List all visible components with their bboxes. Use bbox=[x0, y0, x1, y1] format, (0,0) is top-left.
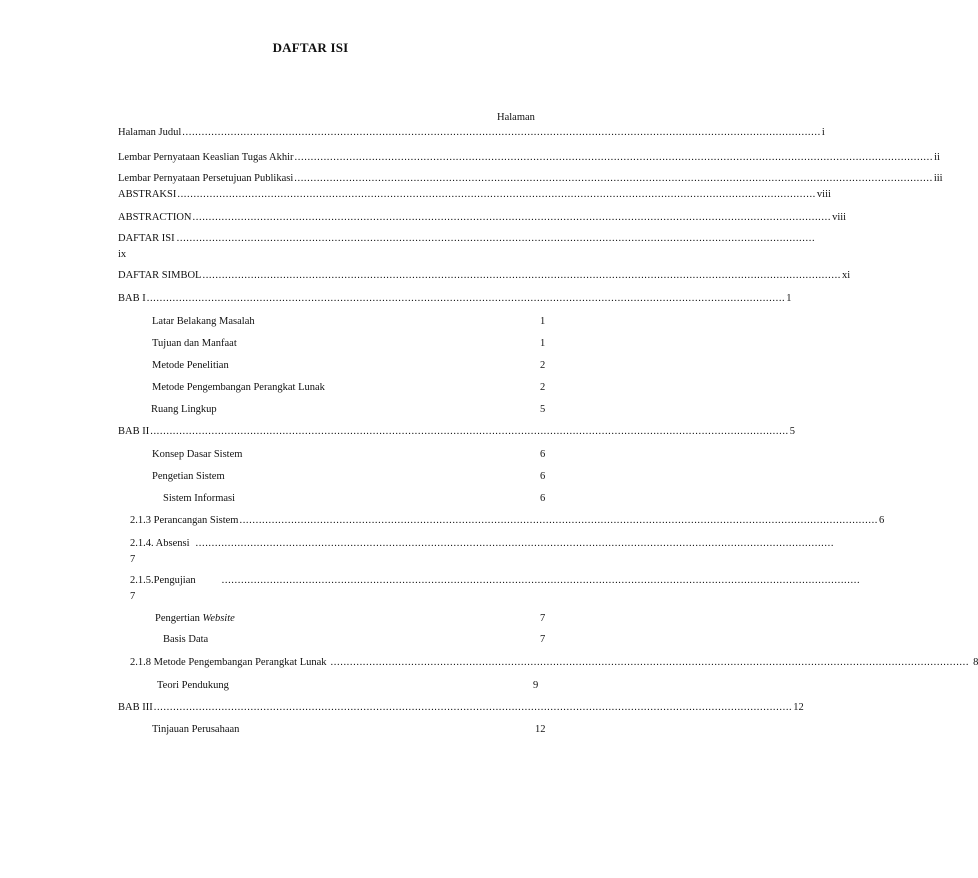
toc-leader: ...................................................................................................................................................................................................... bbox=[150, 426, 789, 437]
toc-entry-page: viii bbox=[832, 212, 847, 223]
toc-subentry-page: 7 bbox=[540, 613, 546, 624]
toc-entry bbox=[118, 701, 804, 714]
toc-subentry-page: 6 bbox=[540, 471, 546, 482]
toc-subentry-page: 1 bbox=[540, 338, 546, 349]
toc-entry bbox=[118, 172, 943, 185]
toc-subentry-page: 5 bbox=[540, 404, 546, 415]
toc-entry-page: 12 bbox=[793, 702, 804, 713]
toc-entry bbox=[118, 269, 851, 282]
toc-entry bbox=[130, 656, 978, 669]
toc-subentry-label: Konsep Dasar Sistem bbox=[152, 449, 243, 460]
toc-entry bbox=[118, 188, 831, 201]
toc-entry-label: 2.1.3 Perancangan Sistem bbox=[130, 515, 239, 526]
toc-subentry-label-italic: Website bbox=[202, 613, 235, 624]
toc-leader: ...................................................................................................................................................................................................... bbox=[221, 575, 861, 586]
halaman-column-label: Halaman bbox=[497, 112, 535, 123]
toc-entry bbox=[118, 425, 796, 438]
toc-leader: ...................................................................................................................................................................................................... bbox=[330, 657, 970, 668]
toc-entry-label: DAFTAR ISI bbox=[118, 233, 175, 244]
toc-subentry-page: 12 bbox=[535, 724, 546, 735]
toc-entry bbox=[130, 574, 861, 603]
toc-leader: ...................................................................................................................................................................................................... bbox=[146, 293, 786, 304]
toc-entry-page: 8 bbox=[973, 657, 978, 668]
toc-entry-label: BAB III bbox=[118, 702, 153, 713]
toc-subentry-label: Sistem Informasi bbox=[163, 493, 236, 504]
toc-entry-page: 5 bbox=[789, 426, 796, 437]
toc-subentry-page: 9 bbox=[533, 680, 539, 691]
toc-subentry-page: 6 bbox=[540, 493, 546, 504]
toc-entry-page: 7 bbox=[130, 554, 136, 565]
toc-leader: ...................................................................................................................................................................................................... bbox=[177, 189, 816, 200]
toc-entry bbox=[118, 151, 940, 164]
toc-subentry-page: 6 bbox=[540, 449, 546, 460]
toc-entry-page: ix bbox=[118, 249, 127, 260]
toc-leader: ...................................................................................................................................................................................................... bbox=[195, 538, 835, 549]
toc-subentry-label: Tinjauan Perusahaan bbox=[152, 724, 240, 735]
toc-subentry-label: Metode Penelitian bbox=[152, 360, 229, 371]
toc-subentry-page: 2 bbox=[540, 382, 546, 393]
toc-subentry-page: 1 bbox=[540, 316, 546, 327]
toc-entry-label: DAFTAR SIMBOL bbox=[118, 270, 202, 281]
toc-entry bbox=[130, 514, 885, 527]
toc-entry-page: 1 bbox=[786, 293, 792, 304]
toc-entry bbox=[118, 292, 792, 305]
toc-leader: ...................................................................................................................................................................................................... bbox=[294, 173, 933, 184]
toc-entry-label: Lembar Pernyataan Persetujuan Publikasi bbox=[118, 173, 294, 184]
toc-entry bbox=[118, 211, 847, 224]
toc-entry-label: BAB II bbox=[118, 426, 150, 437]
toc-leader: ...................................................................................................................................................................................................... bbox=[202, 270, 842, 281]
toc-entry-page: i bbox=[821, 127, 825, 138]
toc-entry-label: Halaman Judul bbox=[118, 127, 182, 138]
toc-entry-label: ABSTRAKSI bbox=[118, 189, 177, 200]
toc-subentry-label bbox=[155, 612, 235, 625]
toc-subentry-label: Teori Pendukung bbox=[157, 680, 229, 691]
toc-entry-page: ii bbox=[934, 152, 940, 163]
toc-entry bbox=[118, 126, 825, 139]
toc-entry-label: ABSTRACTION bbox=[118, 212, 192, 223]
toc-leader: ...................................................................................................................................................................................................... bbox=[239, 515, 879, 526]
toc-leader: ...................................................................................................................................................................................................... bbox=[182, 127, 821, 138]
toc-entry-label: Lembar Pernyataan Keaslian Tugas Akhir bbox=[118, 152, 294, 163]
toc-leader: ...................................................................................................................................................................................................... bbox=[153, 702, 793, 713]
toc-entry-page: viii bbox=[816, 189, 831, 200]
toc-subentry-label: Tujuan dan Manfaat bbox=[152, 338, 237, 349]
toc-subentry-page: 7 bbox=[540, 634, 546, 645]
toc-entry-page: xi bbox=[842, 270, 851, 281]
toc-subentry-label: Metode Pengembangan Perangkat Lunak bbox=[152, 382, 325, 393]
toc-subentry-label: Latar Belakang Masalah bbox=[152, 316, 255, 327]
toc-leader: ...................................................................................................................................................................................................... bbox=[294, 152, 934, 163]
toc-subentry-label: Pengetian Sistem bbox=[152, 471, 225, 482]
toc-entry-label: 2.1.5.Pengujian bbox=[130, 575, 196, 586]
toc-entry bbox=[118, 232, 816, 261]
toc-leader: ...................................................................................................................................................................................................... bbox=[176, 233, 816, 244]
page-title: DAFTAR ISI bbox=[272, 40, 349, 55]
toc-subentry-label: Basis Data bbox=[163, 634, 209, 645]
toc-leader: ...................................................................................................................................................................................................... bbox=[192, 212, 832, 223]
toc-entry-page: 7 bbox=[130, 591, 136, 602]
toc-entry-label: 2.1.4. Absensi bbox=[130, 538, 190, 549]
toc-entry-label: 2.1.8 Metode Pengembangan Perangkat Lunak bbox=[130, 657, 327, 668]
toc-entry-label: BAB I bbox=[118, 293, 146, 304]
toc-entry-page: iii bbox=[933, 173, 943, 184]
toc-entry-page: 6 bbox=[879, 515, 885, 526]
toc-subentry-label: Ruang Lingkup bbox=[151, 404, 217, 415]
toc-subentry-page: 2 bbox=[540, 360, 546, 371]
toc-entry bbox=[130, 537, 835, 566]
toc-subentry-label-text: Pengertian bbox=[155, 613, 203, 624]
